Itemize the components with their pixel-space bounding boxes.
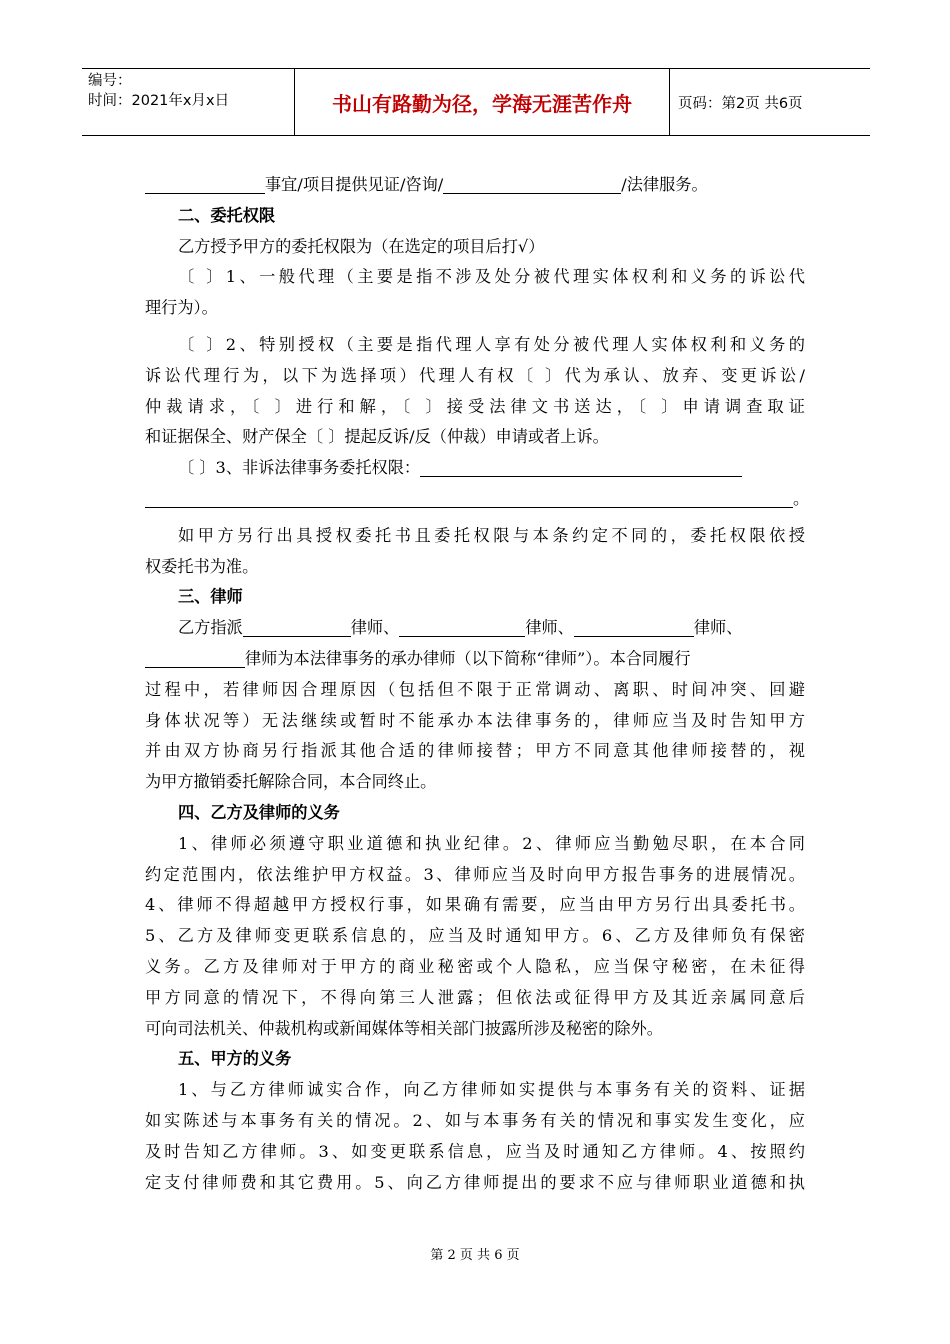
section-title-duties-b: 四、乙方及律师的义务 [178,802,340,822]
page-header [82,68,870,136]
paragraph: 可向司法机关、仲裁机构或新闻媒体等相关部门披露所涉及秘密的除外。 [145,1018,663,1038]
paragraph: 乙方指派 律师、 律师、 律师、 [178,618,743,638]
blank-field [399,617,525,637]
blank-field [145,648,245,668]
paragraph: 5、乙方及律师变更联系信息的，应当及时通知甲方。6、乙方及律师负有保密 [145,926,805,946]
doc-number-label: 编号： [88,73,132,89]
paragraph: 〔 〕1、一般代理（主要是指不涉及处分被代理实体权利和义务的诉讼代 [178,267,805,287]
paragraph: 〔 〕3、非诉法律事务委托权限： [145,453,805,484]
section-title-authority: 二、委托权限 [178,205,276,225]
paragraph: 律师为本法律事务的承办律师（以下简称“律师”）。本合同履行 [145,644,805,675]
paragraph: 诉讼代理行为，以下为选择项）代理人有权〔 〕代为承认、放弃、变更诉讼/ [145,365,805,385]
paragraph: 1、与乙方律师诚实合作，向乙方律师如实提供与本事务有关的资料、证据 [178,1080,805,1100]
page-footer: 第 2 页 共 6 页 [430,1248,520,1263]
header-motto: 书山有路勤为径，学海无涯苦作舟 [295,69,670,135]
document-body [145,170,810,1198]
header-page-info: 页码：第2页 共6页 [678,95,803,112]
blank-field [243,617,351,637]
paragraph: 义务。乙方及律师对于甲方的商业秘密或个人隐私，应当保守秘密，在未征得 [145,956,805,976]
paragraph: 身体状况等）无法继续或暂时不能承办本法律事务的，律师应当及时告知甲方 [145,710,805,730]
section-title-lawyer: 三、律师 [178,587,243,607]
paragraph: 1、律师必须遵守职业道德和执业纪律。2、律师应当勤勉尽职，在本合同 [178,833,805,853]
paragraph: 过程中，若律师因合理原因（包括但不限于正常调动、离职、时间冲突、回避 [145,679,805,699]
paragraph: 。 [145,484,805,515]
blank-field [420,457,742,477]
paragraph: 定支付律师费和其它费用。5、向乙方律师提出的要求不应与律师职业道德和执 [145,1172,805,1192]
paragraph: 为甲方撤销委托解除合同，本合同终止。 [145,772,437,792]
paragraph: 约定范围内，依法维护甲方权益。3、律师应当及时向甲方报告事务的进展情况。 [145,864,805,884]
paragraph: 及时告知乙方律师。3、如变更联系信息，应当及时通知乙方律师。4、按照约 [145,1141,805,1161]
section-title-duties-a: 五、甲方的义务 [178,1049,292,1069]
blank-field [145,174,265,194]
paragraph: 和证据保全、财产保全〔 〕提起反诉/反（仲裁）申请或者上诉。 [145,427,609,447]
blank-field [443,174,621,194]
paragraph: 〔 〕2、特别授权（主要是指代理人享有处分被代理人实体权利和义务的 [178,334,805,354]
blank-field [145,488,793,508]
paragraph: 如实陈述与本事务有关的情况。2、如与本事务有关的情况和事实发生变化，应 [145,1110,805,1130]
paragraph: 甲方同意的情况下，不得向第三人泄露；但依法或征得甲方及其近亲属同意后 [145,987,805,1007]
paragraph: 4、律师不得超越甲方授权行事，如果确有需要，应当由甲方另行出具委托书。 [145,895,805,915]
blank-field [574,617,694,637]
header-meta [82,69,295,135]
doc-date: 时间：2021年x月x日 [88,93,230,109]
service-scope-line: 事宜/项目提供见证/咨询/ /法律服务。 [145,170,805,201]
paragraph: 仲裁请求，〔 〕进行和解，〔 〕接受法律文书送达，〔 〕申请调查取证 [145,396,805,416]
paragraph: 如甲方另行出具授权委托书且委托权限与本条约定不同的，委托权限依授 [178,525,805,545]
paragraph: 乙方授予甲方的委托权限为（在选定的项目后打√） [178,236,545,256]
paragraph: 权委托书为准。 [145,556,259,576]
paragraph: 理行为）。 [145,298,218,318]
paragraph: 并由双方协商另行指派其他合适的律师接替；甲方不同意其他律师接替的，视 [145,741,805,761]
